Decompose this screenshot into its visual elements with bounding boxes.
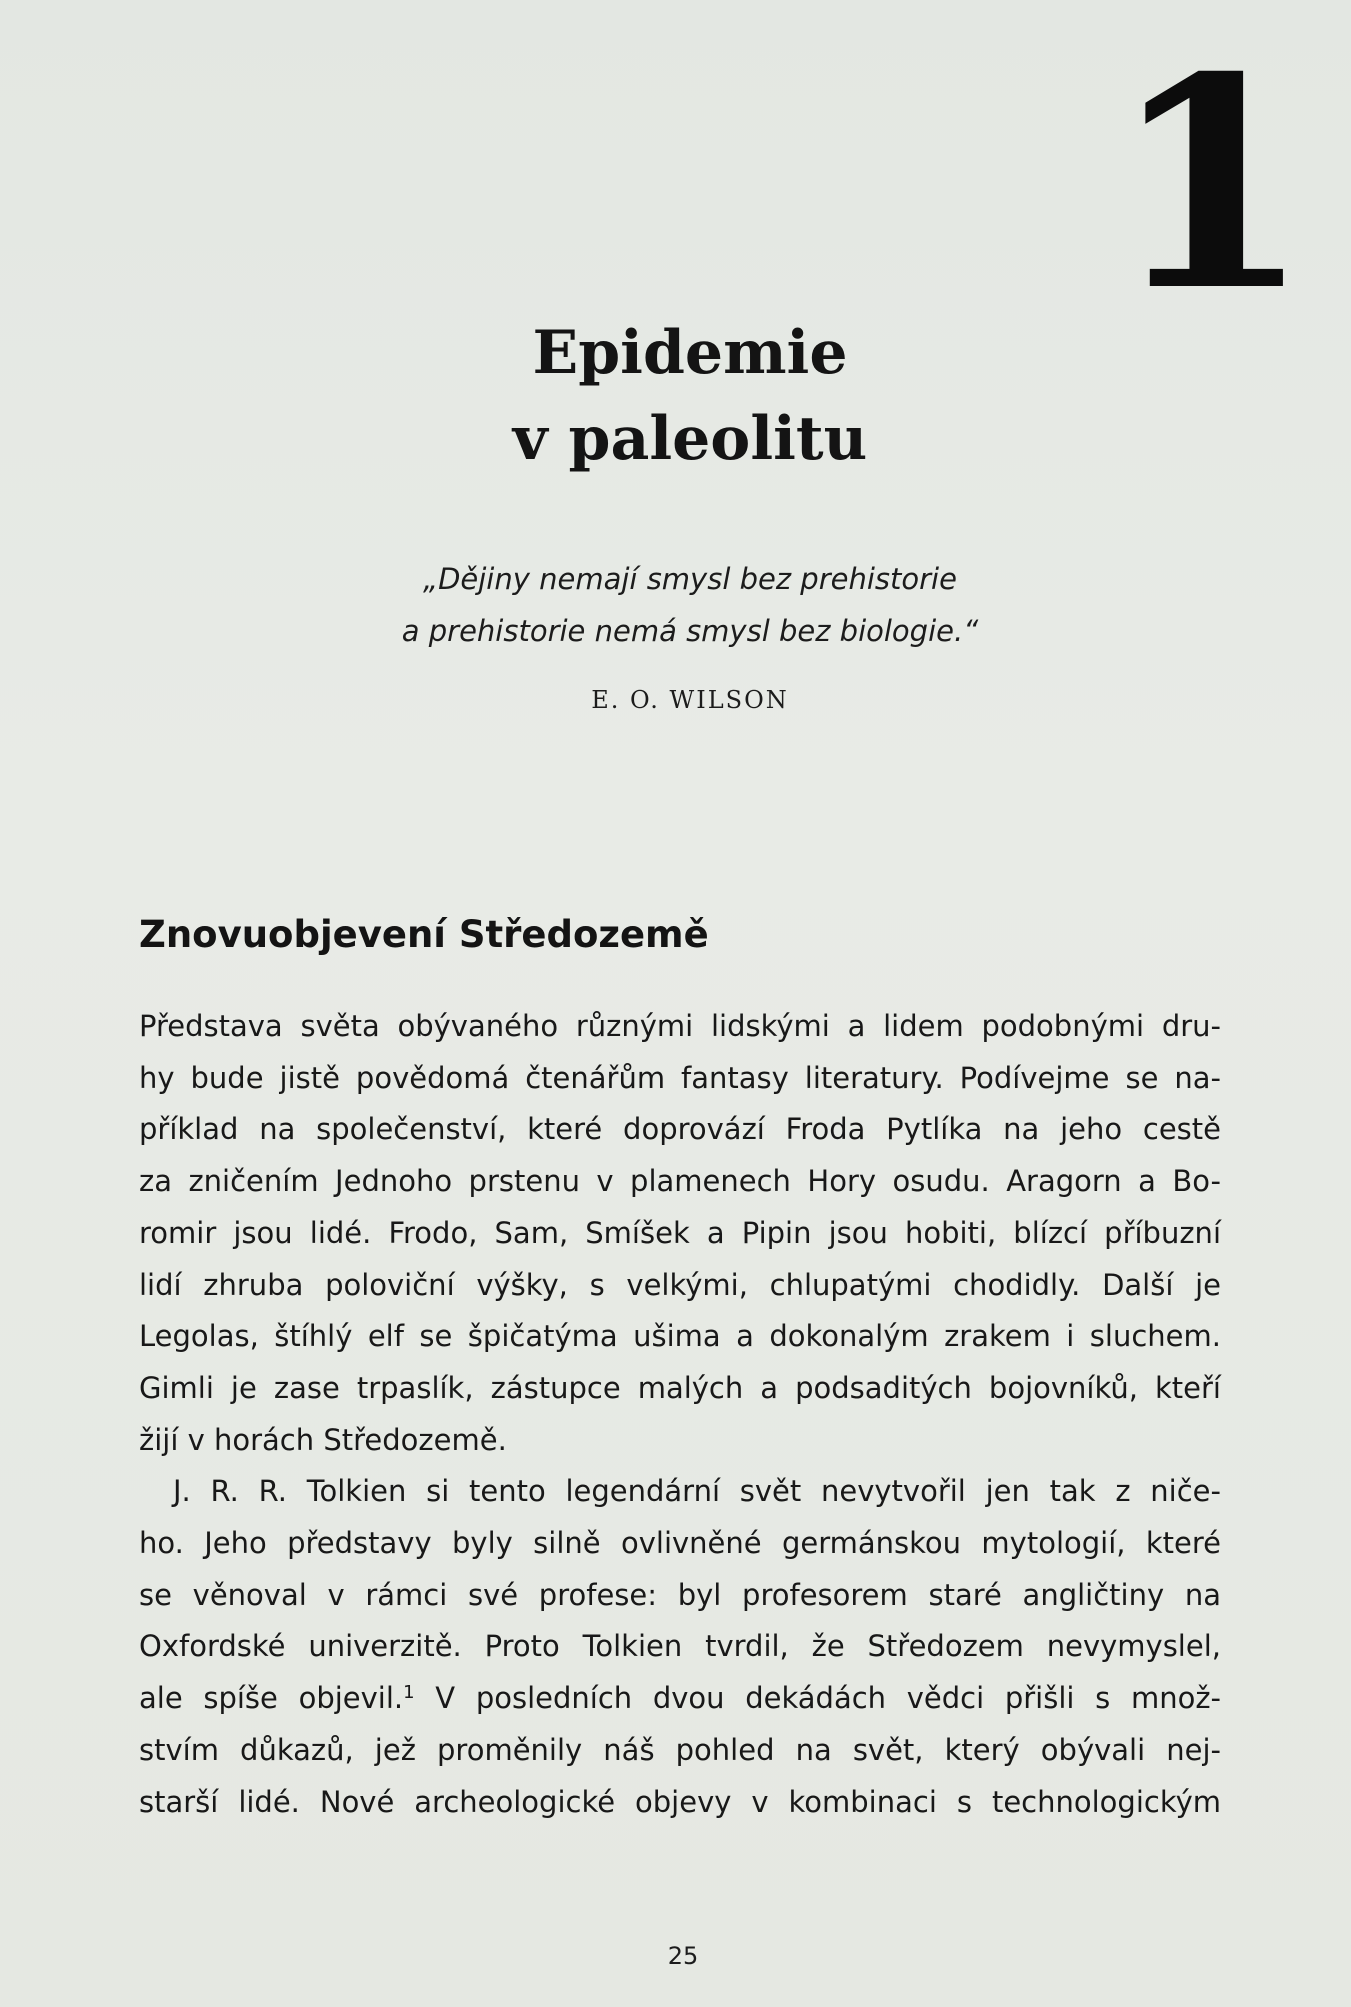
text-line: příklad na společenství, které doprovází Froda Pytlíka na jeho cestě bbox=[139, 1112, 1221, 1147]
chapter-title bbox=[330, 310, 1050, 482]
page-number: 25 bbox=[667, 1942, 699, 1970]
epigraph-line: a prehistorie nemá smysl bez biologie.“ bbox=[401, 614, 979, 648]
text-line: romir jsou lidé. Frodo, Sam, Smíšek a Pipin jsou hobiti, blízcí příbuzní bbox=[139, 1215, 1221, 1250]
text-line: Představa světa obývaného různými lidskými a lidem podobnými dru- bbox=[139, 1009, 1221, 1043]
paragraph bbox=[139, 1001, 1221, 1466]
text-line: Oxfordské univerzitě. Proto Tolkien tvrdil, že Středozem nevymyslel, bbox=[139, 1629, 1221, 1664]
text-line: stvím důkazů, jež proměnily náš pohled na svět, který obývali nej- bbox=[139, 1732, 1221, 1767]
text-line: starší lidé. Nové archeologické objevy v kombinaci s technologickým bbox=[139, 1784, 1221, 1819]
chapter-number: 1 bbox=[1110, 15, 1312, 355]
text-line bbox=[139, 1673, 1221, 1725]
text-line: hy bude jistě povědomá čtenářům fantasy literatury. Podívejme se na- bbox=[139, 1060, 1221, 1095]
epigraph-quote bbox=[250, 553, 1130, 657]
section-heading: Znovuobjevení Středozemě bbox=[139, 913, 709, 956]
text-fragment: V posledních dvou dekádách vědci přišli s množ- bbox=[414, 1681, 1222, 1716]
text-line: Gimli je zase trpaslík, zástupce malých a podsaditých bojovníků, kteří bbox=[139, 1370, 1221, 1405]
epigraph-author: E. O. WILSON bbox=[591, 686, 789, 714]
text-line: lidí zhruba poloviční výšky, s velkými, chlupatými chodidly. Další je bbox=[139, 1267, 1221, 1302]
text-line: Legolas, štíhlý elf se špičatýma ušima a dokonalým zrakem i sluchem. bbox=[139, 1319, 1221, 1354]
chapter-title-line: v paleolitu bbox=[512, 404, 868, 474]
text-fragment: ale spíše objevil. bbox=[139, 1681, 404, 1716]
paragraph bbox=[139, 1466, 1221, 1828]
text-line: J. R. R. Tolkien si tento legendární svět nevytvořil jen tak z niče- bbox=[173, 1474, 1221, 1509]
body-text bbox=[139, 1001, 1221, 1828]
text-line: se věnoval v rámci své profese: byl profesorem staré angličtiny na bbox=[139, 1577, 1221, 1612]
text-line: za zničením Jednoho prstenu v plamenech Hory osudu. Aragorn a Bo- bbox=[139, 1164, 1221, 1199]
footnote-ref[interactable]: 1 bbox=[403, 1682, 415, 1704]
chapter-title-line: Epidemie bbox=[532, 318, 848, 388]
epigraph-line: „Dějiny nemají smysl bez prehistorie bbox=[423, 562, 957, 596]
text-line: ho. Jeho představy byly silně ovlivněné germánskou mytologií, které bbox=[139, 1526, 1221, 1561]
text-line: žijí v horách Středozemě. bbox=[139, 1422, 507, 1457]
